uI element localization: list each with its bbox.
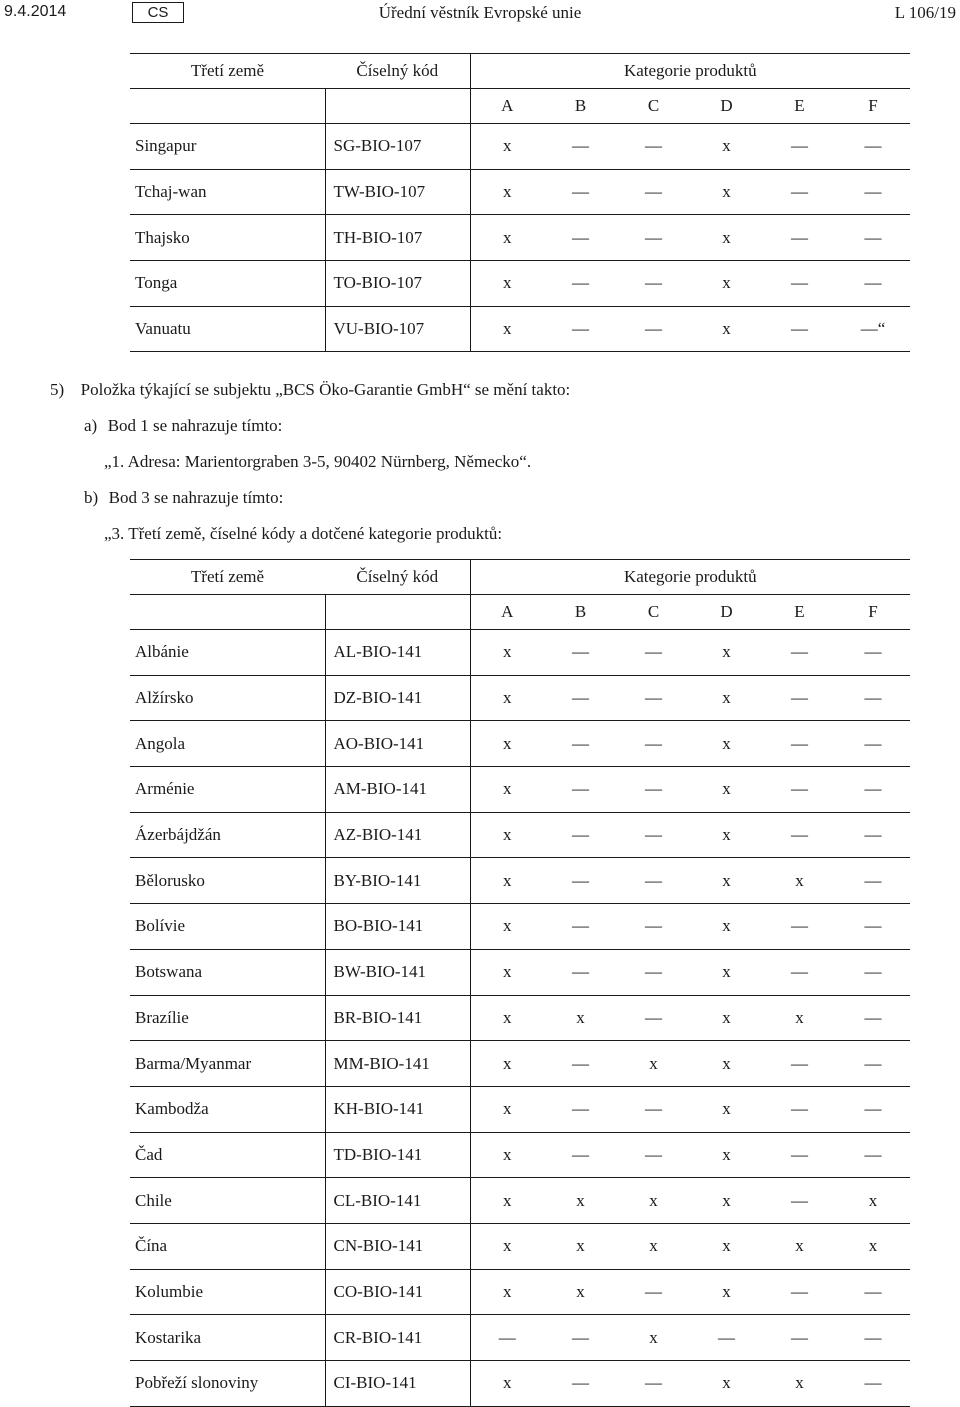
category-mark-c: — [617, 675, 690, 721]
category-mark-b: — [544, 1132, 617, 1178]
category-mark-a: x [470, 630, 544, 676]
table-row [130, 306, 910, 352]
country-cell: Čad [130, 1132, 325, 1178]
category-mark-d: x [690, 1223, 763, 1269]
header-code: Číselný kód [325, 560, 470, 595]
country-cell: Ázerbájdžán [130, 812, 325, 858]
category-letter-b: B [544, 89, 617, 124]
product-category-table-2 [130, 559, 910, 1407]
code-cell: CO-BIO-141 [325, 1269, 470, 1315]
category-mark-c: — [617, 1086, 690, 1132]
country-cell: Vanuatu [130, 306, 325, 352]
category-mark-d: x [690, 124, 763, 170]
category-mark-f: — [836, 1086, 910, 1132]
category-mark-a: x [470, 124, 544, 170]
category-mark-c: — [617, 949, 690, 995]
country-cell: Albánie [130, 630, 325, 676]
page-number: L 106/19 [894, 3, 956, 22]
code-cell: AL-BIO-141 [325, 630, 470, 676]
category-mark-d: x [690, 630, 763, 676]
category-mark-e: — [763, 630, 836, 676]
category-mark-a: x [470, 169, 544, 215]
code-cell: SG-BIO-107 [325, 124, 470, 170]
category-mark-d: x [690, 812, 763, 858]
category-mark-f: — [836, 675, 910, 721]
category-mark-a: x [470, 995, 544, 1041]
category-letter-c: C [617, 595, 690, 630]
category-mark-c: — [617, 904, 690, 950]
point-b-quote: „3. Třetí země, číselné kódy a dotčené kategorie produktů: [104, 524, 503, 543]
language-badge: CS [132, 2, 184, 23]
category-mark-a: x [470, 767, 544, 813]
country-cell: Pobřeží slonoviny [130, 1361, 325, 1407]
point-b-text: Bod 3 se nahrazuje tímto: [108, 488, 284, 507]
table-row [130, 261, 910, 307]
category-mark-d: x [690, 1269, 763, 1315]
category-mark-b: x [544, 1269, 617, 1315]
country-cell: Čína [130, 1223, 325, 1269]
category-mark-a: x [470, 904, 544, 950]
category-mark-f: — [836, 1361, 910, 1407]
category-mark-f: — [836, 904, 910, 950]
category-mark-e: — [763, 169, 836, 215]
code-cell: BW-BIO-141 [325, 949, 470, 995]
point-a-quote: „1. Adresa: Marientorgraben 3-5, 90402 Nürnberg, Německo“. [104, 452, 532, 471]
category-mark-c: — [617, 812, 690, 858]
table-row [130, 1132, 910, 1178]
category-mark-c: x [617, 1041, 690, 1087]
category-mark-a: x [470, 949, 544, 995]
country-cell: Alžírsko [130, 675, 325, 721]
country-cell: Arménie [130, 767, 325, 813]
table-row [130, 1041, 910, 1087]
category-mark-e: — [763, 721, 836, 767]
category-mark-c: — [617, 1269, 690, 1315]
category-mark-f: — [836, 1269, 910, 1315]
category-mark-f: — [836, 215, 910, 261]
category-mark-d: x [690, 1361, 763, 1407]
header-categories: Kategorie produktů [470, 560, 910, 595]
table-row [130, 1269, 910, 1315]
category-mark-f: — [836, 261, 910, 307]
category-mark-d: x [690, 1178, 763, 1224]
amendment-item-5 [50, 380, 570, 400]
category-mark-a: x [470, 812, 544, 858]
country-cell: Singapur [130, 124, 325, 170]
code-cell: TD-BIO-141 [325, 1132, 470, 1178]
category-mark-d: x [690, 306, 763, 352]
category-mark-e: — [763, 1269, 836, 1315]
category-letter-a: A [470, 595, 544, 630]
code-cell: BR-BIO-141 [325, 995, 470, 1041]
header-country: Třetí země [130, 560, 325, 595]
country-cell: Kambodža [130, 1086, 325, 1132]
category-mark-b: x [544, 1223, 617, 1269]
category-mark-a: x [470, 1269, 544, 1315]
category-mark-f: — [836, 1132, 910, 1178]
category-mark-e: x [763, 1361, 836, 1407]
country-cell: Kostarika [130, 1315, 325, 1361]
category-mark-e: x [763, 858, 836, 904]
table-row [130, 858, 910, 904]
category-mark-f: — [836, 1315, 910, 1361]
category-mark-f: — [836, 630, 910, 676]
table-row [130, 904, 910, 950]
country-cell: Brazílie [130, 995, 325, 1041]
category-mark-b: x [544, 995, 617, 1041]
category-mark-e: x [763, 1223, 836, 1269]
category-letter-a: A [470, 89, 544, 124]
category-mark-e: — [763, 1315, 836, 1361]
category-mark-d: x [690, 858, 763, 904]
category-mark-a: x [470, 1178, 544, 1224]
category-mark-e: — [763, 306, 836, 352]
category-mark-c: x [617, 1178, 690, 1224]
category-mark-c: — [617, 630, 690, 676]
code-cell: AM-BIO-141 [325, 767, 470, 813]
category-mark-e: — [763, 1041, 836, 1087]
country-cell: Tonga [130, 261, 325, 307]
country-cell: Angola [130, 721, 325, 767]
category-mark-d: x [690, 1041, 763, 1087]
table-row [130, 215, 910, 261]
category-mark-a: x [470, 1132, 544, 1178]
empty-cell [130, 595, 325, 630]
country-cell: Bělorusko [130, 858, 325, 904]
category-mark-b: — [544, 630, 617, 676]
category-mark-c: — [617, 1132, 690, 1178]
category-mark-b: — [544, 169, 617, 215]
code-cell: BO-BIO-141 [325, 904, 470, 950]
category-mark-f: — [836, 767, 910, 813]
category-mark-f: — [836, 721, 910, 767]
category-mark-b: — [544, 124, 617, 170]
code-cell: MM-BIO-141 [325, 1041, 470, 1087]
category-mark-d: x [690, 1132, 763, 1178]
country-cell: Thajsko [130, 215, 325, 261]
category-mark-d: x [690, 1086, 763, 1132]
category-mark-c: — [617, 169, 690, 215]
category-mark-e: — [763, 261, 836, 307]
code-cell: BY-BIO-141 [325, 858, 470, 904]
category-mark-a: x [470, 1041, 544, 1087]
header-code: Číselný kód [325, 54, 470, 89]
code-cell: CR-BIO-141 [325, 1315, 470, 1361]
category-mark-f: — [836, 949, 910, 995]
category-mark-b: — [544, 215, 617, 261]
category-letter-f: F [836, 89, 910, 124]
category-mark-e: — [763, 767, 836, 813]
table-row [130, 995, 910, 1041]
table-row [130, 1178, 910, 1224]
category-mark-f: — [836, 858, 910, 904]
category-mark-e: — [763, 1178, 836, 1224]
empty-cell [325, 595, 470, 630]
code-cell: TO-BIO-107 [325, 261, 470, 307]
header-country: Třetí země [130, 54, 325, 89]
category-letter-e: E [763, 595, 836, 630]
category-letters-row [130, 595, 910, 630]
header-row [130, 560, 910, 595]
category-mark-a: x [470, 306, 544, 352]
category-mark-a: x [470, 858, 544, 904]
category-mark-c: — [617, 124, 690, 170]
code-cell: CN-BIO-141 [325, 1223, 470, 1269]
category-mark-b: x [544, 1178, 617, 1224]
category-mark-e: — [763, 812, 836, 858]
category-mark-d: x [690, 261, 763, 307]
category-mark-c: — [617, 1361, 690, 1407]
code-cell: CL-BIO-141 [325, 1178, 470, 1224]
code-cell: AO-BIO-141 [325, 721, 470, 767]
category-mark-c: — [617, 215, 690, 261]
journal-title: Úřední věstník Evropské unie [378, 3, 582, 22]
category-mark-b: — [544, 1361, 617, 1407]
table-row [130, 1086, 910, 1132]
category-mark-a: x [470, 1361, 544, 1407]
category-mark-f: — [836, 124, 910, 170]
category-mark-e: — [763, 904, 836, 950]
point-b-label: b) [84, 488, 99, 507]
category-mark-b: — [544, 1315, 617, 1361]
category-mark-e: — [763, 675, 836, 721]
category-mark-d: x [690, 904, 763, 950]
category-mark-c: — [617, 721, 690, 767]
category-letter-e: E [763, 89, 836, 124]
table-row [130, 1361, 910, 1407]
code-cell: DZ-BIO-141 [325, 675, 470, 721]
product-category-table-1 [130, 53, 910, 352]
category-mark-e: x [763, 995, 836, 1041]
country-cell: Bolívie [130, 904, 325, 950]
category-mark-b: — [544, 1041, 617, 1087]
country-cell: Barma/Myanmar [130, 1041, 325, 1087]
table-row [130, 812, 910, 858]
category-mark-d: x [690, 675, 763, 721]
category-mark-c: — [617, 261, 690, 307]
country-cell: Tchaj-wan [130, 169, 325, 215]
category-mark-f: x [836, 1223, 910, 1269]
category-mark-e: — [763, 215, 836, 261]
category-mark-e: — [763, 1086, 836, 1132]
table-row [130, 1315, 910, 1361]
category-letter-c: C [617, 89, 690, 124]
category-mark-f: — [836, 812, 910, 858]
category-mark-a: — [470, 1315, 544, 1361]
page-header [0, 0, 960, 34]
category-mark-b: — [544, 1086, 617, 1132]
point-a [84, 416, 282, 436]
table-row [130, 630, 910, 676]
table-row [130, 767, 910, 813]
item-text: Položka týkající se subjektu „BCS Öko-Garantie GmbH“ se mění takto: [80, 380, 571, 399]
code-cell: TW-BIO-107 [325, 169, 470, 215]
category-mark-c: x [617, 1315, 690, 1361]
category-mark-d: x [690, 721, 763, 767]
category-mark-b: — [544, 858, 617, 904]
point-b [84, 488, 283, 508]
code-cell: KH-BIO-141 [325, 1086, 470, 1132]
category-letter-d: D [690, 89, 763, 124]
category-mark-f: x [836, 1178, 910, 1224]
publication-date: 9.4.2014 [4, 3, 67, 20]
category-mark-c: — [617, 306, 690, 352]
item-number: 5) [50, 380, 65, 399]
category-mark-c: x [617, 1223, 690, 1269]
category-letter-d: D [690, 595, 763, 630]
table-row [130, 169, 910, 215]
category-mark-b: — [544, 721, 617, 767]
category-mark-a: x [470, 1086, 544, 1132]
category-mark-c: — [617, 858, 690, 904]
code-cell: VU-BIO-107 [325, 306, 470, 352]
category-mark-f: —“ [836, 306, 910, 352]
category-mark-e: — [763, 124, 836, 170]
category-mark-d: x [690, 169, 763, 215]
table-row [130, 124, 910, 170]
empty-cell [130, 89, 325, 124]
table-row [130, 949, 910, 995]
category-mark-e: — [763, 949, 836, 995]
category-mark-d: x [690, 949, 763, 995]
category-mark-a: x [470, 261, 544, 307]
code-cell: CI-BIO-141 [325, 1361, 470, 1407]
category-letters-row [130, 89, 910, 124]
category-mark-e: — [763, 1132, 836, 1178]
category-mark-a: x [470, 721, 544, 767]
code-cell: AZ-BIO-141 [325, 812, 470, 858]
category-mark-b: — [544, 949, 617, 995]
category-mark-b: — [544, 904, 617, 950]
table-row [130, 721, 910, 767]
country-cell: Chile [130, 1178, 325, 1224]
category-mark-b: — [544, 261, 617, 307]
table-row [130, 1223, 910, 1269]
code-cell: TH-BIO-107 [325, 215, 470, 261]
point-a-label: a) [84, 416, 98, 435]
country-cell: Kolumbie [130, 1269, 325, 1315]
header-row [130, 54, 910, 89]
category-letter-f: F [836, 595, 910, 630]
category-mark-f: — [836, 1041, 910, 1087]
category-mark-d: x [690, 767, 763, 813]
category-mark-d: x [690, 995, 763, 1041]
category-mark-b: — [544, 767, 617, 813]
header-categories: Kategorie produktů [470, 54, 910, 89]
category-mark-d: — [690, 1315, 763, 1361]
country-cell: Botswana [130, 949, 325, 995]
category-mark-b: — [544, 675, 617, 721]
point-a-text: Bod 1 se nahrazuje tímto: [107, 416, 283, 435]
category-letter-b: B [544, 595, 617, 630]
table-row [130, 675, 910, 721]
category-mark-d: x [690, 215, 763, 261]
category-mark-c: — [617, 995, 690, 1041]
category-mark-a: x [470, 1223, 544, 1269]
category-mark-f: — [836, 169, 910, 215]
empty-cell [325, 89, 470, 124]
category-mark-f: — [836, 995, 910, 1041]
category-mark-a: x [470, 675, 544, 721]
category-mark-a: x [470, 215, 544, 261]
category-mark-c: — [617, 767, 690, 813]
category-mark-b: — [544, 812, 617, 858]
category-mark-b: — [544, 306, 617, 352]
